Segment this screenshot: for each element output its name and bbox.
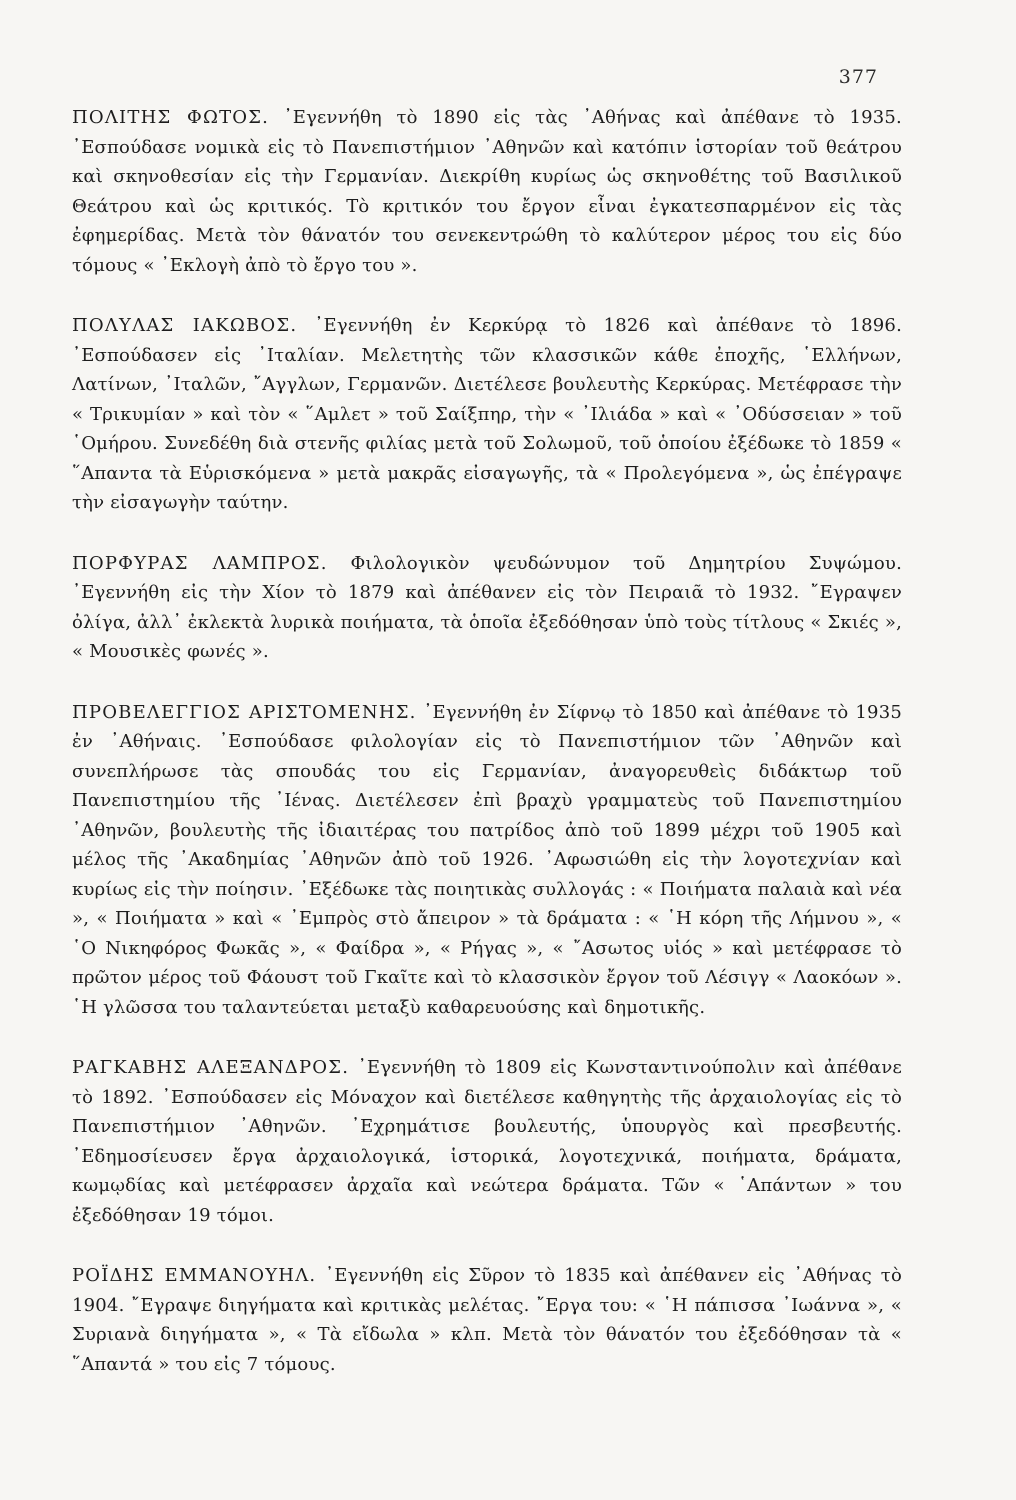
biographical-entries [72,103,902,1410]
entry-text: ᾿Εγεννήθη τὸ 1890 εἰς τὰς ᾿Αθήνας καὶ ἀπέθανε τὸ 1935. ᾿Εσπούδασε νομικὰ εἰς τὸ Πανεπιστήμιον ᾿Αθηνῶν καὶ κατόπιν ἱστορίαν τοῦ θεάτρου καὶ σκηνοθεσίαν εἰς τὴν Γερμανίαν. Διεκρίθη κυρίως ὡς σκηνοθέτης τοῦ Βασιλικοῦ Θεάτρου καὶ ὡς κριτικός. Τὸ κριτικόν του ἔργον εἶναι ἐγκατεσπαρμένον εἰς τὰς ἐφημερίδας. Μετὰ τὸν θάνατόν του σενεκεντρώθη τὸ καλύτερον μέρος του εἰς δύο τόμους « ᾿Εκλογὴ ἀπὸ τὸ ἔργο του ». [72,107,902,276]
entry-polylas-iakovos [72,311,902,518]
entry-text: ᾿Εγεννήθη εἰς Σῦρον τὸ 1835 καὶ ἀπέθανεν εἰς ᾿Αθήνας τὸ 1904. ῎Εγραψε διηγήματα καὶ κριτικὰς μελέτας. ῎Εργα του: « ῾Η πάπισσα ᾿Ιωάννα », « Συριανὰ διηγήματα », « Τὰ εἴδωλα » κλπ. Μετὰ τὸν θάνατόν του ἐξεδόθησαν τὰ « ῞Απαντά » του εἰς 7 τόμους. [72,1265,902,1375]
entry-name: ΡΟΪΔΗΣ ΕΜΜΑΝΟΥΗΛ. [72,1265,317,1286]
entry-name: ΠΡΟΒΕΛΕΓΓΙΟΣ ΑΡΙΣΤΟΜΕΝΗΣ. [72,701,417,723]
page-number: 377 [838,66,878,88]
entry-politis-fotos [72,103,902,280]
entry-name: ΠΟΛΙΤΗΣ ΦΩΤΟΣ. [72,107,270,128]
entry-roidis-emmanouil [72,1261,902,1379]
entry-provelengios-aristomenis [72,698,902,1023]
entry-name: ΠΟΛΥΛΑΣ ΙΑΚΩΒΟΣ. [72,315,298,336]
entry-name: ΡΑΓΚΑΒΗΣ ΑΛΕΞΑΝΔΡΟΣ. [72,1057,350,1078]
entry-text: ᾿Εγεννήθη ἐν Σίφνῳ τὸ 1850 καὶ ἀπέθανε τὸ 1935 ἐν ᾿Αθήναις. ᾿Εσπούδασε φιλολογίαν εἰς τὸ Πανεπιστήμιον τῶν ᾿Αθηνῶν καὶ συνεπλήρωσε τὰς σπουδάς του εἰς Γερμανίαν, ἀναγορευθεὶς διδάκτωρ τοῦ Πανεπιστημίου τῆς ᾿Ιένας. Διετέλεσεν ἐπὶ βραχὺ γραμματεὺς τοῦ Πανεπιστημίου ᾿Αθηνῶν, βουλευτὴς τῆς ἰδιαιτέρας του πατρίδος ἀπὸ τοῦ 1899 μέχρι τοῦ 1905 καὶ μέλος τῆς ᾿Ακαδημίας ᾿Αθηνῶν ἀπὸ τοῦ 1926. ᾿Αφωσιώθη εἰς τὴν λογοτεχνίαν καὶ κυρίως εἰς τὴν ποίησιν. ᾿Εξέδωκε τὰς ποιητικὰς συλλογάς : « Ποιήματα παλαιὰ καὶ νέα », « Ποιήματα » καὶ « ᾿Εμπρὸς στὸ ἄπειρον » τὰ δράματα : « ῾Η κόρη τῆς Λήμνου », « ῾Ο Νικηφόρος Φωκᾶς », « Φαίδρα », « Ρήγας », « ῎Ασωτος υἱός » καὶ μετέφρασε τὸ πρῶτον μέρος τοῦ Φάουστ τοῦ Γκαῖτε καὶ τὸ κλασσικὸν ἔργον τοῦ Λέσιγγ « Λαοκόων ». ῾Η γλῶσσα του ταλαντεύεται μεταξὺ καθαρευούσης καὶ δημοτικῆς. [72,701,902,1018]
entry-ragkavis-alexandros [72,1053,902,1230]
entry-porfyras-lampros [72,549,902,667]
entry-text: Φιλολογικὸν ψευδώνυμον τοῦ Δημητρίου Συψώμου. ᾿Εγεννήθη εἰς τὴν Χίον τὸ 1879 καὶ ἀπέθανεν εἰς τὸν Πειραιᾶ τὸ 1932. ῎Εγραψεν ὀλίγα, ἀλλ᾿ ἐκλεκτὰ λυρικὰ ποιήματα, τὰ ὁποῖα ἐξεδόθησαν ὑπὸ τοὺς τίτλους « Σκιές », « Μουσικὲς φωνές ». [72,552,902,662]
entry-text: ᾿Εγεννήθη τὸ 1809 εἰς Κωνσταντινούπολιν καὶ ἀπέθανε τὸ 1892. ᾿Εσπούδασεν εἰς Μόναχον καὶ διετέλεσε καθηγητὴς τῆς ἀρχαιολογίας εἰς τὸ Πανεπιστήμιον ᾿Αθηνῶν. ᾿Εχρημάτισε βουλευτής, ὑπουργὸς καὶ πρεσβευτής. ᾿Εδημοσίευσεν ἔργα ἀρχαιολογικά, ἱστορικά, λογοτεχνικά, ποιήματα, δράματα, κωμῳδίας καὶ μετέφρασεν ἀρχαῖα καὶ νεώτερα δράματα. Τῶν « ῾Απάντων » του ἐξεδόθησαν 19 τόμοι. [72,1057,902,1226]
entry-text: ᾿Εγεννήθη ἐν Κερκύρᾳ τὸ 1826 καὶ ἀπέθανε τὸ 1896. ᾿Εσπούδασεν εἰς ᾿Ιταλίαν. Μελετητὴς τῶν κλασσικῶν κάθε ἐποχῆς, ῾Ελλήνων, Λατίνων, ᾿Ιταλῶν, ῎Αγγλων, Γερμανῶν. Διετέλεσε βουλευτὴς Κερκύρας. Μετέφρασε τὴν « Τρικυμίαν » καὶ τὸν « ῞Αμλετ » τοῦ Σαίξπηρ, τὴν « ᾿Ιλιάδα » καὶ « ᾿Οδύσσειαν » τοῦ ῾Ομήρου. Συνεδέθη διὰ στενῆς φιλίας μετὰ τοῦ Σολωμοῦ, τοῦ ὁποίου ἐξέδωκε τὸ 1859 « ῞Απαντα τὰ Εὑρισκόμενα » μετὰ μακρᾶς εἰσαγωγῆς, τὰ « Προλεγόμενα », ὡς ἐπέγραψε τὴν εἰσαγωγὴν ταύτην. [72,315,902,513]
entry-name: ΠΟΡΦΥΡΑΣ ΛΑΜΠΡΟΣ. [72,552,328,574]
